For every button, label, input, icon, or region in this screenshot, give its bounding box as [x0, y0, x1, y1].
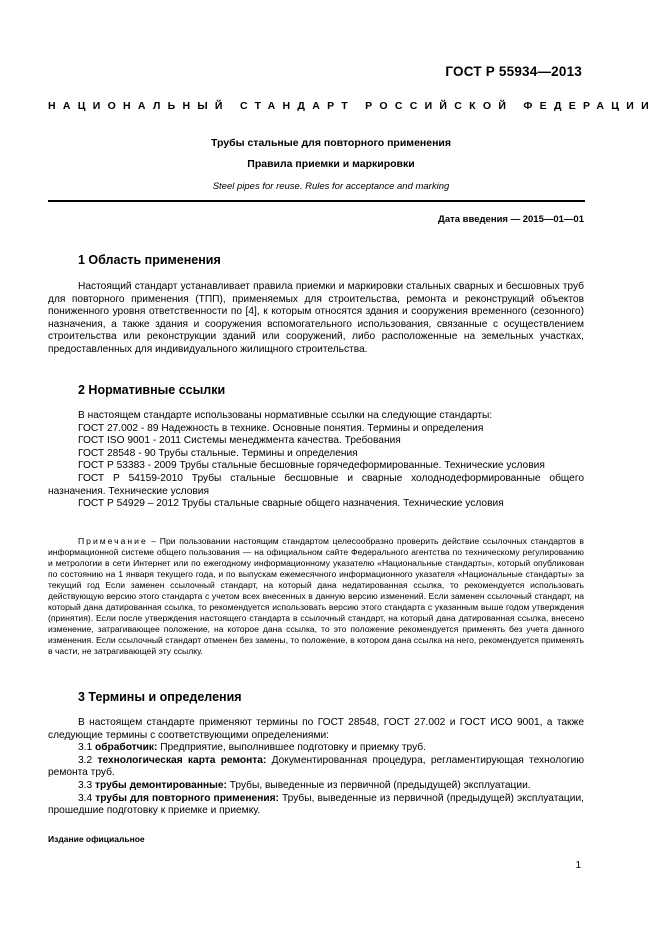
- page-number: 1: [575, 860, 581, 871]
- term-name: обработчик:: [95, 742, 158, 754]
- title-block: [48, 136, 614, 194]
- term-item: 3.2 технологическая карта ремонта: Документированная процедура, регламентирующая технологию ремонта труб.: [48, 754, 584, 779]
- term-name: трубы демонтированные:: [95, 779, 227, 791]
- term-definition: Предприятие, выполнившее подготовку и приемку труб.: [160, 742, 426, 754]
- reference-item: ГОСТ 28548 - 90 Трубы стальные. Термины и определения: [78, 447, 358, 459]
- term-definition: Трубы, выведенные из первичной (предыдущей) эксплуатации, прошедшие подготовку к приемке и приемку.: [48, 792, 584, 817]
- reference-item: ГОСТ Р 53383 - 2009 Трубы стальные бесшовные горячедеформированные. Технические условия: [78, 460, 545, 472]
- term-definition: Документированная процедура, регламентирующая технологию ремонта труб.: [48, 754, 584, 779]
- section-1-heading: 1 Область применения: [78, 253, 221, 267]
- section-2-note: [48, 536, 584, 657]
- title-line-2: Правила приемки и маркировки: [247, 158, 415, 170]
- reference-item: ГОСТ Р 54159-2010 Трубы стальные бесшовные и сварные холоднодеформированные общего назначения. Технические условия: [48, 472, 584, 497]
- reference-item: ГОСТ 27.002 - 89 Надежность в технике. Основные понятия. Термины и определения: [78, 422, 484, 434]
- edition-label: Издание официальное: [48, 834, 145, 844]
- term-item: 3.3 трубы демонтированные: Трубы, выведенные из первичной (предыдущей) эксплуатации.: [78, 779, 531, 791]
- reference-item: ГОСТ Р 54929 – 2012 Трубы стальные сварные общего назначения. Технические условия: [78, 498, 504, 510]
- term-item: 3.4 трубы для повторного применения: Трубы, выведенные из первичной (предыдущей) эксплуатации, прошедшие подготовку к приемке и приемку.: [48, 792, 584, 817]
- section-2-heading: 2 Нормативные ссылки: [78, 383, 226, 397]
- intro-date: Дата введения — 2015—01—01: [438, 214, 584, 225]
- title-divider: [48, 200, 585, 202]
- note-label: Примечание: [78, 536, 148, 546]
- term-name: трубы для повторного применения:: [95, 792, 279, 804]
- section-1-paragraph: Настоящий стандарт устанавливает правила приемки и маркировки стальных сварных и бесшовных труб для повторного применения (ТПП), применяемых для строительства, ремонта и реконструкций объектов пониженного уровня ответственности по [4], к которым относятся здания и сооружения временного (сезонного) назначения, а также здания и сооружения вспомогательного использования, связанные с осуществлением строительства или реконструкции зданий или сооружений, либо расположенные на земельных участках, предоставленных для индивидуального жилищного строительства.: [48, 281, 584, 355]
- section-1-body: [48, 281, 584, 357]
- term-item: 3.1 обработчик: Предприятие, выполнившее подготовку и приемку труб.: [78, 742, 426, 754]
- title-english: Steel pipes for reuse. Rules for acceptance and marking: [212, 181, 450, 192]
- note-text: – При пользовании настоящим стандартом целесообразно проверить действие ссылочных стандартов в информационной системе общего пользования — на официальном сайте Федерального агентства по техническому регулированию и метрологии в сети Интернет или по ежегодному информационному указателю «Национальные стандарты», который опубликован по состоянию на 1 января текущего года, и по выпускам ежемесячного информационного указателя «Национальные стандарты» за текущий год Если заменен ссылочный стандарт, на который дана недатированная ссылка, то рекомендуется использовать действующую версию этого стандарта с учетом всех внесенных в данную версию изменений. Если заменен ссылочный стандарт, на который дана датированная ссылка, то рекомендуется использовать версию этого стандарта с указанным выше годом утверждения (принятия). Если после утверждения настоящего стандарта в ссылочный стандарт, на который дана датированная ссылка, внесено изменение, затрагивающее положение, на которое дана ссылка, то это положение рекомендуется применять без учета данного изменения. Если ссылочный стандарт отменен без замены, то положение, в котором дана ссылка на него, рекомендуется применять в части, не затрагивающей эту ссылку.: [48, 536, 584, 656]
- section-2-intro: В настоящем стандарте использованы нормативные ссылки на следующие стандарты:: [78, 410, 493, 421]
- section-3-heading: 3 Термины и определения: [78, 690, 242, 704]
- title-line-1: Трубы стальные для повторного применения: [210, 137, 452, 149]
- reference-item: ГОСТ ISO 9001 - 2011 Системы менеджмента качества. Требования: [78, 435, 401, 447]
- gost-number: ГОСТ Р 55934—2013: [445, 64, 582, 79]
- section-3-intro: В настоящем стандарте применяют термины по ГОСТ 28548, ГОСТ 27.002 и ГОСТ ИСО 9001, а также следующие термины с соответствующими определениями:: [48, 717, 584, 741]
- term-name: технологическая карта ремонта:: [97, 754, 267, 766]
- national-standard-banner: НАЦИОНАЛЬНЫЙ СТАНДАРТ РОССИЙСКОЙ ФЕДЕРАЦИИ: [48, 100, 656, 112]
- section-2-body: [48, 410, 584, 511]
- section-3-body: [48, 717, 584, 818]
- term-definition: Трубы, выведенные из первичной (предыдущей) эксплуатации.: [229, 779, 531, 791]
